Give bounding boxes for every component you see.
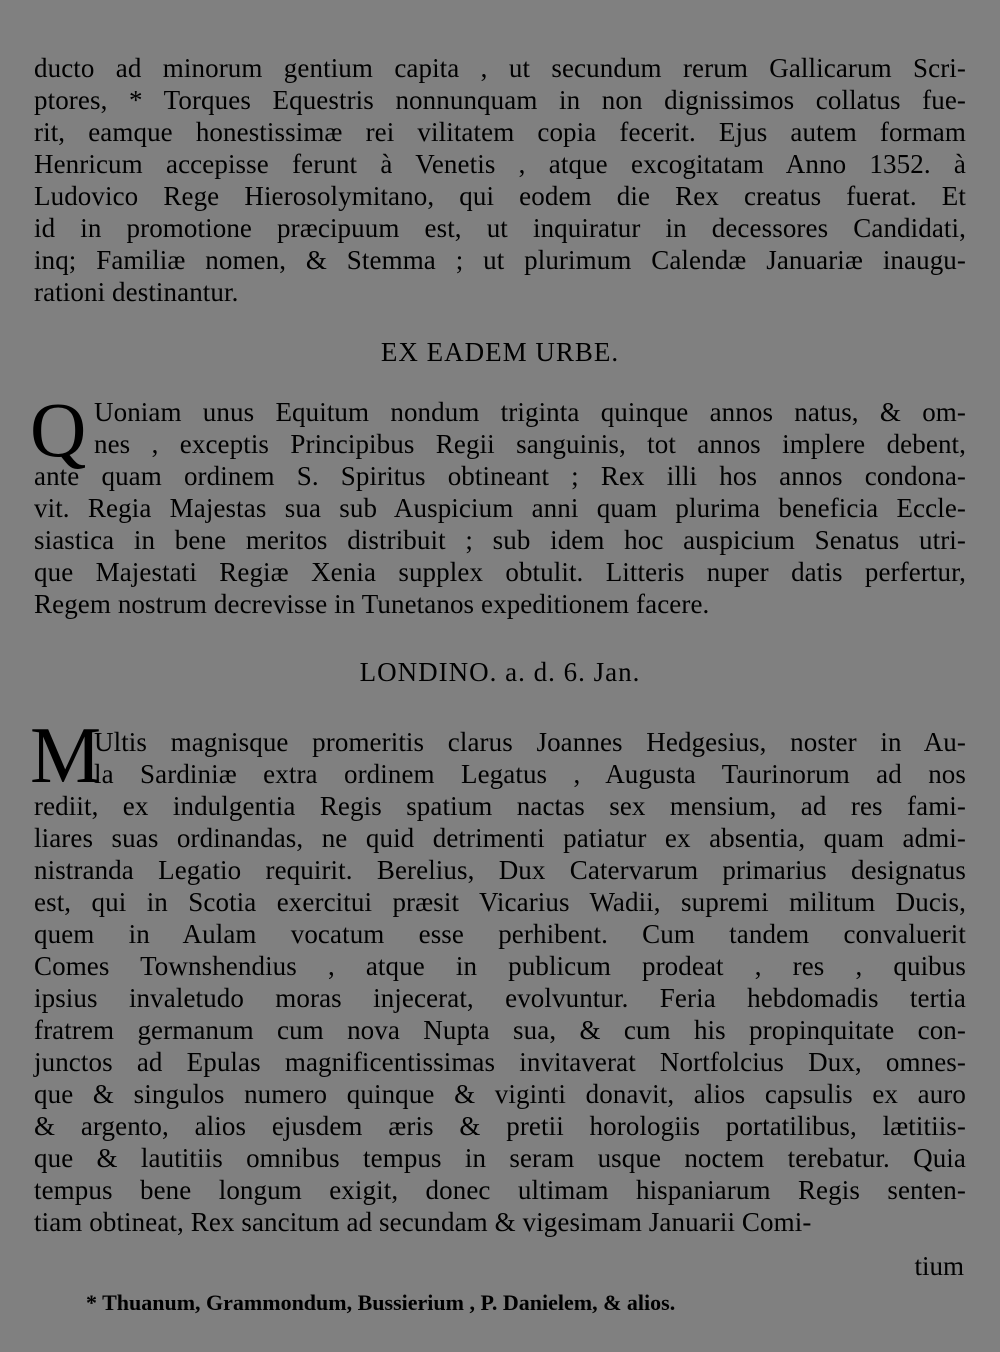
text-line: Ludovico Rege Hierosolymitano, qui eodem die Rex creatus fuerat. Et <box>34 181 966 211</box>
text-line: junctos ad Epulas magnificentissimas invitaverat Nortfolcius Dux, omnes- <box>34 1047 966 1077</box>
text-line: liares suas ordinandas, ne quid detrimenti patiatur ex absentia, quam admi- <box>34 823 966 853</box>
text-line: Uoniam unus Equitum nondum triginta quinque annos natus, & om- <box>94 397 966 427</box>
text-line: vit. Regia Majestas sua sub Auspicium anni quam plurima beneficia Eccle- <box>34 493 966 523</box>
text-line: nes , exceptis Principibus Regii sanguinis, tot annos implere debent, <box>94 429 966 459</box>
catchword: tium <box>914 1251 964 1281</box>
drop-cap-q: Q <box>30 386 87 473</box>
text-line: que & singulos numero quinque & viginti donavit, alios capsulis ex auro <box>34 1079 966 1109</box>
text-line: Regem nostrum decrevisse in Tunetanos expeditionem facere. <box>34 589 710 619</box>
text-line: rediit, ex indulgentia Regis spatium nactas sex mensium, ad res fami- <box>34 791 966 821</box>
text-line: ptores, * Torques Equestris nonnunquam in non dignissimos collatus fue- <box>34 85 966 115</box>
text-line: Ultis magnisque promeritis clarus Joannes Hedgesius, noster in Au- <box>94 727 966 757</box>
text-line: ipsius invaletudo moras injecerat, evolvuntur. Feria hebdomadis tertia <box>34 983 966 1013</box>
paragraph-ex-eadem-urbe <box>34 396 966 620</box>
text-line: nistranda Legatio requirit. Berelius, Dux Catervarum primarius designatus <box>34 855 966 885</box>
text-line: rationi destinantur. <box>34 277 239 307</box>
text-line: est, qui in Scotia exercitui præsit Vicarius Wadii, supremi militum Ducis, <box>34 887 966 917</box>
text-line: Henricum accepisse ferunt à Venetis , atque excogitatam Anno 1352. à <box>34 149 966 179</box>
paragraph-londino <box>34 726 966 1238</box>
text-line: fratrem germanum cum nova Nupta sua, & cum his propinquitate con- <box>34 1015 966 1045</box>
text-line: siastica in bene meritos distribuit ; sub idem hoc auspicium Senatus utri- <box>34 525 966 555</box>
text-line: ante quam ordinem S. Spiritus obtineant ; Rex illi hos annos condona- <box>34 461 966 491</box>
paragraph-continuation <box>34 52 966 308</box>
section-heading-londino: LONDINO. a. d. 6. Jan. <box>359 657 641 687</box>
text-line: tempus bene longum exigit, donec ultimam hispaniarum Regis senten- <box>34 1175 966 1205</box>
section-heading-ex-eadem-urbe: EX EADEM URBE. <box>380 337 620 367</box>
drop-cap-m: M <box>30 712 102 800</box>
text-line: inq; Familiæ nomen, & Stemma ; ut plurimum Calendæ Januariæ inaugu- <box>34 245 966 275</box>
text-line: id in promotione præcipuum est, ut inquiratur in decessores Candidati, <box>34 213 966 243</box>
text-line: rit, eamque honestissimæ rei vilitatem copia fecerit. Ejus autem formam <box>34 117 966 147</box>
text-line: & argento, alios ejusdem æris & pretii horologiis portatilibus, lætitiis- <box>34 1111 966 1141</box>
text-line: ducto ad minorum gentium capita , ut secundum rerum Gallicarum Scri- <box>34 53 966 83</box>
text-line: Comes Townshendius , atque in publicum prodeat , res , quibus <box>34 951 966 981</box>
text-line: tiam obtineat, Rex sancitum ad secundam & vigesimam Januarii Comi- <box>34 1207 812 1237</box>
text-line: que & lautitiis omnibus tempus in seram usque noctem terebatur. Quia <box>34 1143 966 1173</box>
text-line: la Sardiniæ extra ordinem Legatus , Augusta Taurinorum ad nos <box>94 759 966 789</box>
text-line: quem in Aulam vocatum esse perhibent. Cum tandem convaluerit <box>34 919 966 949</box>
text-line: que Majestati Regiæ Xenia supplex obtulit. Litteris nuper datis perfertur, <box>34 557 966 587</box>
footnote: * Thuanum, Grammondum, Bussierium , P. Danielem, & alios. <box>86 1290 676 1315</box>
